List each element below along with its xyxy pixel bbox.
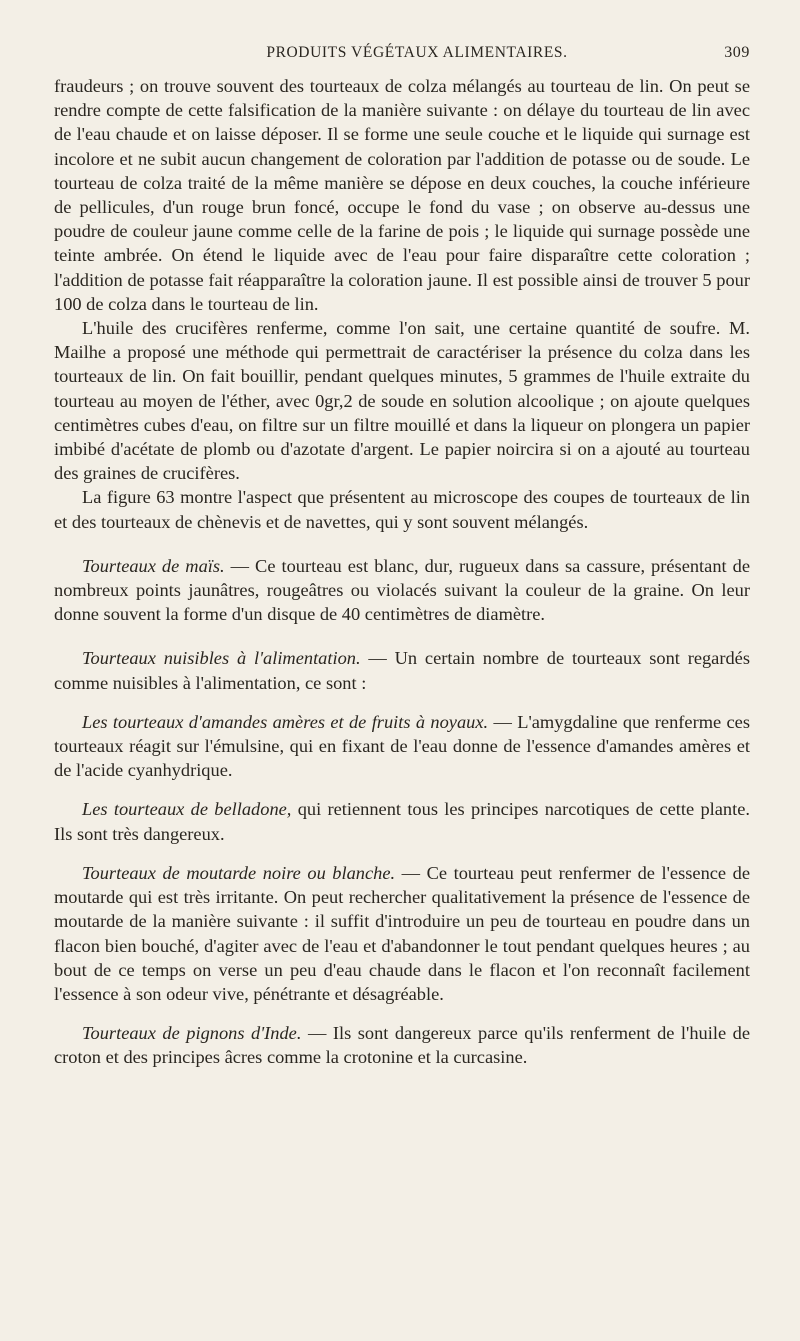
page-body [54, 74, 750, 1070]
running-title: PRODUITS VÉGÉTAUX ALIMENTAIRES. [266, 44, 568, 61]
page-number: 309 [724, 44, 750, 61]
section-text: — Un certain nombre de tourteaux sont regardés comme nuisibles à l'alimentation, ce sont : [54, 648, 750, 693]
section-corn-cake [54, 554, 750, 627]
section-title: Tourteaux de maïs. [82, 555, 225, 576]
section-bitter-almond-cakes [54, 710, 750, 783]
section-title: Les tourteaux de belladone, [82, 799, 292, 820]
section-title: Tourteaux nuisibles à l'alimentation. [82, 648, 361, 669]
section-harmful-cakes [54, 646, 750, 694]
paragraph-figure-reference: La figure 63 montre l'aspect que présentent au microscope des coupes de tourteaux de lin et des tourteaux de chènevis et de navettes, qui y sont souvent mélangés. [54, 487, 750, 532]
page-header [54, 44, 750, 74]
section-text: — Ils sont dangereux parce qu'ils renferment de l'huile de croton et des principes âcres comme la crotonine et la curcasine. [54, 1023, 750, 1068]
paragraph-crucifer-oil: L'huile des crucifères renferme, comme l'on sait, une certaine quantité de soufre. M. Mailhe a proposé une méthode qui permettrait de caractériser la présence du colza dans les tourteaux de lin. On fait bouillir, pendant quelques minutes, 5 grammes de l'huile extraite du tourteau au moyen de l'éther, avec 0gr,2 de soude en solution alcoolique ; on ajoute quelques centimètres cubes d'eau, on filtre sur un filtre mouillé et dans la liqueur on plongera un papier imbibé d'acétate de plomb ou d'azotate d'argent. Le papier noircira si on a ajouté au tourteau des graines de crucifères. [54, 318, 750, 484]
section-text: — Ce tourteau peut renfermer de l'essence de moutarde qui est très irritante. On peut rechercher qualitativement la présence de l'essence de moutarde de la manière suivante : il suffit d'introduire un peu de tourteau en poudre dans un flacon bien bouché, d'agiter avec de l'eau et d'abandonner le tout pendant quelques heures ; au bout de ce temps on verse un peu d'eau chaude dans le flacon et l'on reconnaît facilement l'essence à son odeur vive, pénétrante et désagréable. [54, 862, 750, 1004]
section-text: — L'amygdaline que renferme ces tourteaux réagit sur l'émulsine, qui en fixant de l'eau donne de l'essence d'amandes amères et de l'acide cyanhydrique. [54, 711, 750, 781]
section-title: Tourteaux de pignons d'Inde. [82, 1023, 302, 1044]
section-mustard-cake [54, 861, 750, 1006]
section-physic-nut-cake [54, 1021, 750, 1069]
section-title: Les tourteaux d'amandes amères et de fruits à noyaux. [82, 711, 489, 732]
paragraph-continuation: fraudeurs ; on trouve souvent des tourteaux de colza mélangés au tourteau de lin. On peut se rendre compte de cette falsification de la manière suivante : on délaye du tourteau de lin avec de l'eau chaude et on laisse déposer. Il se forme une seule couche et le liquide qui surnage est incolore et ne subit aucun changement de coloration par l'addition de potasse ou de soude. Le tourteau de colza traité de la même manière se dépose en deux couches, la couche inférieure de pellicules, d'un rouge brun foncé, occupe le fond du vase ; on observe au-dessus une poudre de couleur jaune comme celle de la farine de pois ; le liquide qui surnage possède une teinte ambrée. On étend le liquide avec de l'eau pour faire disparaître cette coloration ; l'addition de potasse fait réapparaître la coloration jaune. Il est possible ainsi de trouver 5 pour 100 de colza dans le tourteau de lin. [54, 76, 750, 314]
section-text: — Ce tourteau est blanc, dur, rugueux dans sa cassure, présentant de nombreux points jaunâtres, rougeâtres ou violacés suivant la couleur de la graine. On leur donne souvent la forme d'un disque de 40 centimètres de diamètre. [54, 555, 751, 625]
section-belladonna-cakes [54, 797, 750, 845]
section-title: Tourteaux de moutarde noire ou blanche. [82, 862, 396, 883]
section-text: qui retiennent tous les principes narcotiques de cette plante. Ils sont très dangereux. [54, 799, 750, 844]
